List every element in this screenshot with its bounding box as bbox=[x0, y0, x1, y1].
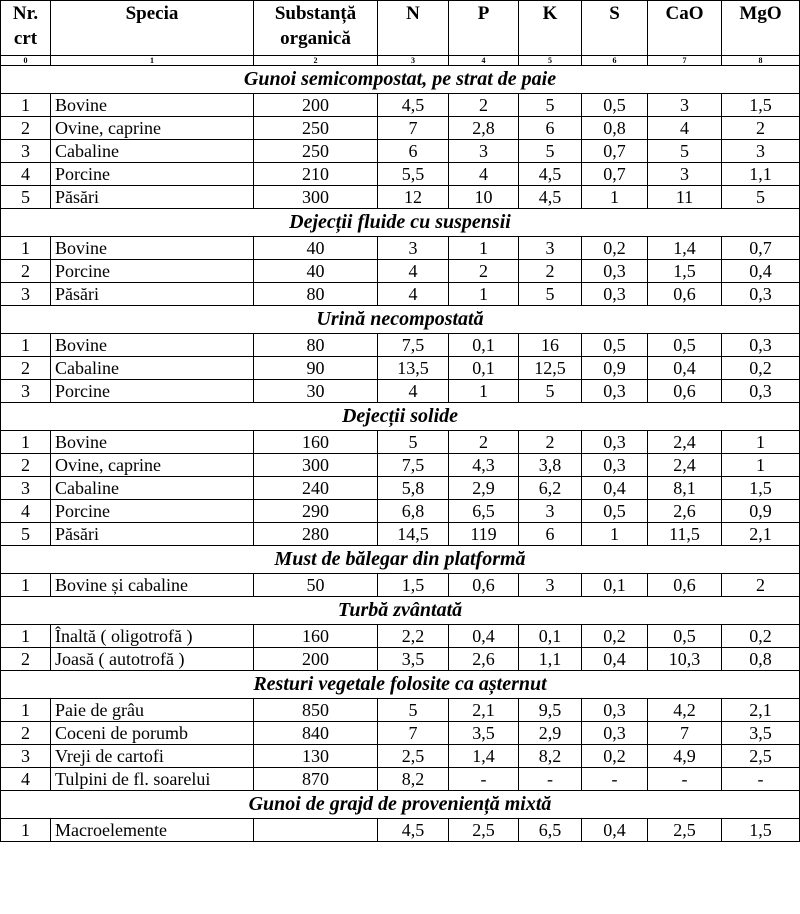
value-cell: 1,4 bbox=[449, 745, 519, 768]
value-cell: 5 bbox=[519, 94, 582, 117]
value-cell: 1,1 bbox=[519, 648, 582, 671]
table-row bbox=[1, 94, 800, 117]
table-body bbox=[1, 66, 800, 842]
value-cell: 3 bbox=[519, 574, 582, 597]
value-cell: 6 bbox=[519, 523, 582, 546]
value-cell: 250 bbox=[254, 117, 378, 140]
value-cell: 10 bbox=[449, 186, 519, 209]
value-cell: 1 bbox=[722, 454, 800, 477]
column-header: Specia bbox=[51, 1, 254, 56]
value-cell: 4,3 bbox=[449, 454, 519, 477]
value-cell: 2,1 bbox=[722, 699, 800, 722]
table-row bbox=[1, 380, 800, 403]
value-cell: 850 bbox=[254, 699, 378, 722]
species-cell: Paie de grâu bbox=[51, 699, 254, 722]
value-cell: 0,1 bbox=[519, 625, 582, 648]
value-cell: 2,4 bbox=[648, 431, 722, 454]
table-row bbox=[1, 357, 800, 380]
value-cell: 0,7 bbox=[582, 163, 648, 186]
value-cell: 5 bbox=[519, 140, 582, 163]
value-cell: 2,4 bbox=[648, 454, 722, 477]
value-cell: 3 bbox=[722, 140, 800, 163]
column-header: P bbox=[449, 1, 519, 56]
value-cell: 13,5 bbox=[378, 357, 449, 380]
value-cell: 0,6 bbox=[648, 283, 722, 306]
section-title: Dejecții solide bbox=[1, 403, 800, 431]
table-row bbox=[1, 819, 800, 842]
value-cell: 2 bbox=[519, 260, 582, 283]
row-number-cell: 2 bbox=[1, 260, 51, 283]
value-cell: 2,8 bbox=[449, 117, 519, 140]
value-cell: 1,5 bbox=[648, 260, 722, 283]
value-cell: 4 bbox=[648, 117, 722, 140]
column-header: Nr. crt bbox=[1, 1, 51, 56]
value-cell: 0,4 bbox=[648, 357, 722, 380]
row-number-cell: 1 bbox=[1, 574, 51, 597]
species-cell: Vreji de cartofi bbox=[51, 745, 254, 768]
value-cell: 160 bbox=[254, 625, 378, 648]
value-cell: 1 bbox=[449, 283, 519, 306]
table-row bbox=[1, 625, 800, 648]
value-cell: 80 bbox=[254, 334, 378, 357]
row-number-cell: 1 bbox=[1, 334, 51, 357]
species-cell: Joasă ( autotrofă ) bbox=[51, 648, 254, 671]
index-row bbox=[1, 56, 800, 66]
value-cell: 0,3 bbox=[722, 283, 800, 306]
row-number-cell: 2 bbox=[1, 454, 51, 477]
column-header: S bbox=[582, 1, 648, 56]
value-cell: 160 bbox=[254, 431, 378, 454]
species-cell: Păsări bbox=[51, 283, 254, 306]
row-number-cell: 2 bbox=[1, 117, 51, 140]
row-number-cell: 3 bbox=[1, 380, 51, 403]
value-cell: 11 bbox=[648, 186, 722, 209]
table-row bbox=[1, 574, 800, 597]
value-cell: 80 bbox=[254, 283, 378, 306]
value-cell: 7 bbox=[378, 117, 449, 140]
table-row bbox=[1, 140, 800, 163]
section-title: Must de bălegar din platformă bbox=[1, 546, 800, 574]
section-title: Gunoi de grajd de proveniență mixtă bbox=[1, 791, 800, 819]
value-cell: 0,5 bbox=[648, 334, 722, 357]
value-cell: 3,5 bbox=[378, 648, 449, 671]
species-cell: Porcine bbox=[51, 260, 254, 283]
section-row bbox=[1, 671, 800, 699]
section-row bbox=[1, 791, 800, 819]
value-cell: 8,1 bbox=[648, 477, 722, 500]
value-cell: 14,5 bbox=[378, 523, 449, 546]
row-number-cell: 3 bbox=[1, 140, 51, 163]
row-number-cell: 4 bbox=[1, 163, 51, 186]
column-header: N bbox=[378, 1, 449, 56]
table-row bbox=[1, 500, 800, 523]
value-cell: 5 bbox=[519, 380, 582, 403]
section-title: Dejecții fluide cu suspensii bbox=[1, 209, 800, 237]
value-cell: 0,1 bbox=[449, 334, 519, 357]
row-number-cell: 1 bbox=[1, 431, 51, 454]
value-cell: 7,5 bbox=[378, 454, 449, 477]
value-cell: 0,5 bbox=[582, 500, 648, 523]
table-row bbox=[1, 477, 800, 500]
species-cell: Coceni de porumb bbox=[51, 722, 254, 745]
value-cell: 0,1 bbox=[449, 357, 519, 380]
value-cell: 7 bbox=[648, 722, 722, 745]
value-cell: 3 bbox=[519, 500, 582, 523]
row-number-cell: 1 bbox=[1, 237, 51, 260]
value-cell: 130 bbox=[254, 745, 378, 768]
value-cell: 4 bbox=[378, 283, 449, 306]
value-cell: 2,6 bbox=[449, 648, 519, 671]
section-title: Resturi vegetale folosite ca așternut bbox=[1, 671, 800, 699]
value-cell: 0,3 bbox=[582, 699, 648, 722]
value-cell: 1,4 bbox=[648, 237, 722, 260]
value-cell: 6 bbox=[378, 140, 449, 163]
value-cell: 8,2 bbox=[378, 768, 449, 791]
table-row bbox=[1, 745, 800, 768]
species-cell: Bovine bbox=[51, 431, 254, 454]
value-cell: 40 bbox=[254, 237, 378, 260]
value-cell: 2,1 bbox=[449, 699, 519, 722]
value-cell: 16 bbox=[519, 334, 582, 357]
value-cell: 1,5 bbox=[722, 819, 800, 842]
value-cell: 3,8 bbox=[519, 454, 582, 477]
value-cell: 0,6 bbox=[648, 380, 722, 403]
value-cell: 2,5 bbox=[648, 819, 722, 842]
value-cell: - bbox=[582, 768, 648, 791]
value-cell: 0,5 bbox=[582, 334, 648, 357]
row-number-cell: 4 bbox=[1, 500, 51, 523]
value-cell: 3 bbox=[519, 237, 582, 260]
value-cell: 2,5 bbox=[378, 745, 449, 768]
table-row bbox=[1, 722, 800, 745]
value-cell: 300 bbox=[254, 454, 378, 477]
row-number-cell: 1 bbox=[1, 819, 51, 842]
species-cell: Păsări bbox=[51, 186, 254, 209]
value-cell: 2 bbox=[449, 260, 519, 283]
column-index: 1 bbox=[51, 56, 254, 66]
value-cell: 0,2 bbox=[582, 237, 648, 260]
value-cell: 6,5 bbox=[519, 819, 582, 842]
value-cell: 240 bbox=[254, 477, 378, 500]
row-number-cell: 1 bbox=[1, 699, 51, 722]
value-cell: 2,1 bbox=[722, 523, 800, 546]
value-cell: 5,8 bbox=[378, 477, 449, 500]
value-cell: 0,8 bbox=[722, 648, 800, 671]
value-cell: 0,7 bbox=[722, 237, 800, 260]
value-cell: 2,5 bbox=[449, 819, 519, 842]
row-number-cell: 1 bbox=[1, 625, 51, 648]
value-cell: 119 bbox=[449, 523, 519, 546]
section-title: Urină necompostată bbox=[1, 306, 800, 334]
value-cell: 5 bbox=[519, 283, 582, 306]
value-cell: 40 bbox=[254, 260, 378, 283]
value-cell: 1 bbox=[582, 186, 648, 209]
value-cell: 4 bbox=[378, 260, 449, 283]
value-cell: 10,3 bbox=[648, 648, 722, 671]
value-cell: 1 bbox=[449, 237, 519, 260]
species-cell: Cabaline bbox=[51, 140, 254, 163]
table-row bbox=[1, 431, 800, 454]
value-cell: 4 bbox=[449, 163, 519, 186]
species-cell: Cabaline bbox=[51, 357, 254, 380]
species-cell: Porcine bbox=[51, 500, 254, 523]
row-number-cell: 3 bbox=[1, 745, 51, 768]
species-cell: Bovine bbox=[51, 334, 254, 357]
value-cell: 6,2 bbox=[519, 477, 582, 500]
value-cell: 5 bbox=[722, 186, 800, 209]
value-cell: 1,1 bbox=[722, 163, 800, 186]
value-cell: 1 bbox=[722, 431, 800, 454]
value-cell: 0,3 bbox=[582, 380, 648, 403]
header-row bbox=[1, 1, 800, 56]
value-cell: 2,6 bbox=[648, 500, 722, 523]
value-cell: 2,9 bbox=[449, 477, 519, 500]
row-number-cell: 1 bbox=[1, 94, 51, 117]
value-cell: 3,5 bbox=[722, 722, 800, 745]
value-cell: 2 bbox=[722, 117, 800, 140]
value-cell: 0,4 bbox=[582, 819, 648, 842]
value-cell: 0,8 bbox=[582, 117, 648, 140]
species-cell: Înaltă ( oligotrofă ) bbox=[51, 625, 254, 648]
value-cell: 1,5 bbox=[378, 574, 449, 597]
species-cell: Cabaline bbox=[51, 477, 254, 500]
value-cell: 300 bbox=[254, 186, 378, 209]
value-cell: 3 bbox=[648, 163, 722, 186]
value-cell: 4,5 bbox=[378, 94, 449, 117]
table-row bbox=[1, 648, 800, 671]
table-row bbox=[1, 117, 800, 140]
species-cell: Păsări bbox=[51, 523, 254, 546]
row-number-cell: 2 bbox=[1, 722, 51, 745]
column-index: 8 bbox=[722, 56, 800, 66]
column-index: 6 bbox=[582, 56, 648, 66]
value-cell: 2 bbox=[519, 431, 582, 454]
value-cell: 30 bbox=[254, 380, 378, 403]
table-row bbox=[1, 523, 800, 546]
value-cell: 4,5 bbox=[519, 163, 582, 186]
value-cell: 840 bbox=[254, 722, 378, 745]
value-cell: 0,6 bbox=[449, 574, 519, 597]
value-cell: 1,5 bbox=[722, 477, 800, 500]
table-header bbox=[1, 1, 800, 66]
row-number-cell: 2 bbox=[1, 357, 51, 380]
value-cell: 7 bbox=[378, 722, 449, 745]
species-cell: Porcine bbox=[51, 163, 254, 186]
value-cell bbox=[254, 819, 378, 842]
value-cell: 11,5 bbox=[648, 523, 722, 546]
section-row bbox=[1, 546, 800, 574]
value-cell: 0,2 bbox=[722, 357, 800, 380]
value-cell: 4 bbox=[378, 380, 449, 403]
row-number-cell: 3 bbox=[1, 477, 51, 500]
species-cell: Bovine și cabaline bbox=[51, 574, 254, 597]
species-cell: Bovine bbox=[51, 237, 254, 260]
value-cell: - bbox=[648, 768, 722, 791]
value-cell: 2 bbox=[449, 94, 519, 117]
value-cell: 0,7 bbox=[582, 140, 648, 163]
value-cell: 5 bbox=[378, 431, 449, 454]
value-cell: 0,4 bbox=[582, 477, 648, 500]
value-cell: 0,2 bbox=[582, 625, 648, 648]
species-cell: Tulpini de fl. soarelui bbox=[51, 768, 254, 791]
row-number-cell: 5 bbox=[1, 186, 51, 209]
column-index: 4 bbox=[449, 56, 519, 66]
section-title: Turbă zvântată bbox=[1, 597, 800, 625]
table-row bbox=[1, 260, 800, 283]
value-cell: 2 bbox=[449, 431, 519, 454]
table-row bbox=[1, 237, 800, 260]
value-cell: 90 bbox=[254, 357, 378, 380]
value-cell: 1,5 bbox=[722, 94, 800, 117]
species-cell: Macroelemente bbox=[51, 819, 254, 842]
table-row bbox=[1, 699, 800, 722]
table-row bbox=[1, 334, 800, 357]
section-row bbox=[1, 306, 800, 334]
value-cell: 0,4 bbox=[722, 260, 800, 283]
value-cell: 9,5 bbox=[519, 699, 582, 722]
value-cell: 0,3 bbox=[722, 380, 800, 403]
species-cell: Porcine bbox=[51, 380, 254, 403]
value-cell: 5,5 bbox=[378, 163, 449, 186]
row-number-cell: 3 bbox=[1, 283, 51, 306]
value-cell: 0,3 bbox=[722, 334, 800, 357]
column-index: 0 bbox=[1, 56, 51, 66]
row-number-cell: 4 bbox=[1, 768, 51, 791]
value-cell: 7,5 bbox=[378, 334, 449, 357]
value-cell: - bbox=[722, 768, 800, 791]
value-cell: 0,3 bbox=[582, 454, 648, 477]
value-cell: 6,8 bbox=[378, 500, 449, 523]
value-cell: 3 bbox=[378, 237, 449, 260]
value-cell: 0,3 bbox=[582, 283, 648, 306]
column-index: 7 bbox=[648, 56, 722, 66]
value-cell: 0,4 bbox=[582, 648, 648, 671]
table-row bbox=[1, 283, 800, 306]
column-index: 3 bbox=[378, 56, 449, 66]
value-cell: 12,5 bbox=[519, 357, 582, 380]
section-title: Gunoi semicompostat, pe strat de paie bbox=[1, 66, 800, 94]
value-cell: 0,3 bbox=[582, 722, 648, 745]
value-cell: 6,5 bbox=[449, 500, 519, 523]
row-number-cell: 2 bbox=[1, 648, 51, 671]
value-cell: 4,5 bbox=[378, 819, 449, 842]
value-cell: 0,9 bbox=[582, 357, 648, 380]
value-cell: 0,1 bbox=[582, 574, 648, 597]
value-cell: 12 bbox=[378, 186, 449, 209]
value-cell: 1 bbox=[582, 523, 648, 546]
value-cell: 250 bbox=[254, 140, 378, 163]
value-cell: 4,2 bbox=[648, 699, 722, 722]
column-index: 2 bbox=[254, 56, 378, 66]
value-cell: 2,9 bbox=[519, 722, 582, 745]
value-cell: 5 bbox=[378, 699, 449, 722]
value-cell: 280 bbox=[254, 523, 378, 546]
value-cell: 2,2 bbox=[378, 625, 449, 648]
table-row bbox=[1, 186, 800, 209]
value-cell: 0,5 bbox=[648, 625, 722, 648]
table-row bbox=[1, 454, 800, 477]
value-cell: 2,5 bbox=[722, 745, 800, 768]
value-cell: 1 bbox=[449, 380, 519, 403]
column-index: 5 bbox=[519, 56, 582, 66]
value-cell: 4,5 bbox=[519, 186, 582, 209]
section-row bbox=[1, 66, 800, 94]
value-cell: 2 bbox=[722, 574, 800, 597]
value-cell: 290 bbox=[254, 500, 378, 523]
value-cell: 0,3 bbox=[582, 431, 648, 454]
value-cell: 0,3 bbox=[582, 260, 648, 283]
value-cell: 6 bbox=[519, 117, 582, 140]
value-cell: 0,2 bbox=[722, 625, 800, 648]
value-cell: 0,2 bbox=[582, 745, 648, 768]
value-cell: 4,9 bbox=[648, 745, 722, 768]
value-cell: - bbox=[449, 768, 519, 791]
value-cell: 0,5 bbox=[582, 94, 648, 117]
value-cell: 3 bbox=[449, 140, 519, 163]
row-number-cell: 5 bbox=[1, 523, 51, 546]
value-cell: 0,4 bbox=[449, 625, 519, 648]
section-row bbox=[1, 209, 800, 237]
value-cell: 3,5 bbox=[449, 722, 519, 745]
value-cell: 200 bbox=[254, 94, 378, 117]
section-row bbox=[1, 597, 800, 625]
value-cell: 5 bbox=[648, 140, 722, 163]
section-row bbox=[1, 403, 800, 431]
value-cell: 200 bbox=[254, 648, 378, 671]
value-cell: - bbox=[519, 768, 582, 791]
column-header: CaO bbox=[648, 1, 722, 56]
species-cell: Bovine bbox=[51, 94, 254, 117]
column-header: K bbox=[519, 1, 582, 56]
column-header: Substanță organică bbox=[254, 1, 378, 56]
table-row bbox=[1, 163, 800, 186]
value-cell: 870 bbox=[254, 768, 378, 791]
value-cell: 0,9 bbox=[722, 500, 800, 523]
species-cell: Ovine, caprine bbox=[51, 454, 254, 477]
column-header: MgO bbox=[722, 1, 800, 56]
value-cell: 8,2 bbox=[519, 745, 582, 768]
value-cell: 0,6 bbox=[648, 574, 722, 597]
value-cell: 210 bbox=[254, 163, 378, 186]
value-cell: 50 bbox=[254, 574, 378, 597]
table-row bbox=[1, 768, 800, 791]
value-cell: 3 bbox=[648, 94, 722, 117]
species-cell: Ovine, caprine bbox=[51, 117, 254, 140]
